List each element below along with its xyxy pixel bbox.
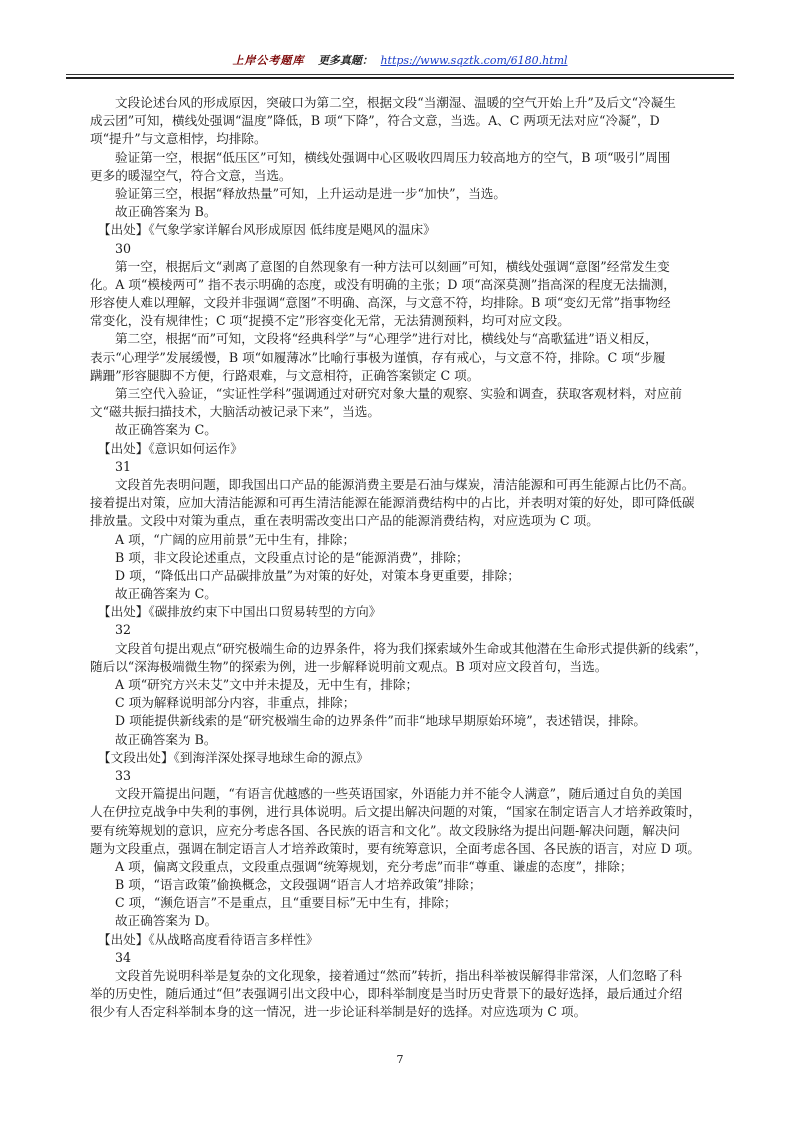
text-line: 形容使人难以理解，文段并非强调“意图”不明确、高深，与文意不符，均排除。B 项“变幻无常”指事物经 [90, 295, 671, 311]
text-line: 30 [115, 240, 132, 256]
text-line: 很少有人否定科举制本身的这一情况，进一步论证科举制是好的选择。对应选项为 C 项。 [90, 1004, 587, 1020]
text-line: 第一空，根据后文“剥离了意图的自然现象有一种方法可以刻画”可知，横线处强调“意图”经常发生变 [115, 258, 670, 274]
text-line: C 项为解释说明部分内容，非重点，排除； [115, 695, 356, 711]
text-line: 化。A 项“模棱两可” 指不表示明确的态度，或没有明确的主张；D 项“高深莫测”指高深的程度无法揣测， [90, 276, 676, 292]
text-line: 34 [115, 949, 132, 965]
text-line: 故正确答案为 C。 [115, 422, 217, 438]
text-line: 第三空代入验证，“实证性学科”强调通过对研究对象大量的观察、实验和调查，获取客观材料，对应前 [115, 386, 683, 401]
text-line: 接着提出对策，应加大清洁能源和可再生清洁能源在能源消费结构中的占比，并表明对策的好处，即可降低碳 [90, 495, 695, 511]
document-body [90, 94, 728, 1022]
text-line: 更多的暖湿空气，符合文意，当选。 [90, 167, 292, 183]
text-line: 31 [115, 458, 132, 474]
text-line: 随后以“深海极端微生物”的探索为例，进一步解释说明前文观点。B 项对应文段首句，当选。 [90, 658, 608, 674]
text-line: 故正确答案为 B。 [115, 204, 217, 220]
text-line: 第二空，根据“而”可知，文段将“经典科学”与“心理学”进行对比，横线处与“高歌猛进”语义相反， [115, 331, 658, 347]
text-line: 【文段出处】《到海洋深处探寻地球生命的源点》 [98, 749, 369, 765]
text-line: C 项，“濒危语言”不是重点，且“重要目标”无中生有，排除； [115, 895, 457, 911]
text-line: 排放量。文段中对策为重点，重在表明需改变出口产品的能源消费结构，对应选项为 C 项。 [90, 513, 599, 529]
text-line: 验证第一空，根据“低压区”可知，横线处强调中心区吸收四周压力较高地方的空气，B 项“吸引”周围 [115, 149, 671, 165]
text-line: 【出处】《碳排放约束下中国出口贸易转型的方向》 [98, 604, 382, 620]
header-link[interactable]: https://www.sqztk.com/6180.html [380, 54, 568, 67]
page-number: 7 [396, 1053, 404, 1066]
text-line: 蹒跚”形容腿脚不方便，行路艰难，与文意相符，正确答案锁定 C 项。 [90, 367, 480, 383]
text-line: B 项，“语言政策”偷换概念，文段强调“语言人才培养政策”排除； [115, 877, 482, 893]
text-line: A 项，偏离文段重点，文段重点强调“统筹规划，充分考虑”而非“尊重、谦虚的态度”，排除； [115, 858, 633, 874]
text-line: 常变化，没有规律性；C 项“捉摸不定”形容变化无常，无法猜测预料，均可对应文段。 [90, 313, 570, 329]
text-line: 故正确答案为 D。 [115, 913, 218, 929]
text-line: 举的历史性，随后通过“但”表强调引出文段中心，即科举制度是当时历史背景下的最好选择，最后通过介绍 [90, 986, 683, 1002]
text-line: 文段首先说明科举是复杂的文化现象，接着通过“然而”转折，指出科举被误解得非常深，人们忽略了科 [115, 968, 683, 983]
text-line: 故正确答案为 C。 [115, 586, 217, 602]
text-line: 【出处】《从战略高度看待语言多样性》 [98, 931, 319, 947]
page-header [70, 52, 730, 74]
text-line: 成云团”可知，横线处强调“温度”降低，B 项“下降”，符合文意，当选。A、C 两项无法对应“冷凝”，D [90, 113, 660, 129]
text-line: 文段首先表明问题，即我国出口产品的能源消费主要是石油与煤炭，清洁能源和可再生能源占比仍不高。 [115, 476, 695, 492]
text-line: 验证第三空，根据“释放热量”可知，上升运动是进一步“加快”，当选。 [115, 185, 506, 201]
text-line: 文段论述台风的形成原因，突破口为第二空，根据文段“当潮湿、温暖的空气开始上升”及后文“冷凝生 [115, 95, 676, 110]
text-line: 要有统筹规划的意识，应充分考虑各国、各民族的语言和文化”。故文段脉络为提出问题-解决问题，解决问 [90, 822, 681, 838]
text-line: D 项能提供新线索的是“研究极端生命的边界条件”而非“地球早期原始环境”，表述错误，排除。 [115, 713, 647, 729]
header-site-name: 上岸公考题库 [232, 54, 305, 67]
text-line: 故正确答案为 B。 [115, 731, 217, 747]
text-line: 文“磁共振扫描技术，大脑活动被记录下来”，当选。 [90, 404, 380, 420]
text-line: 人在伊拉克战争中失利的事例，进行具体说明。后文提出解决问题的对策，“国家在制定语言人才培养政策时， [90, 804, 701, 820]
text-line: 表示“心理学”发展缓慢，B 项“如履薄冰”比喻行事极为谨慎，存有戒心，与文意不符，排除。C 项“步履 [90, 349, 666, 365]
text-line: 题为文段重点，强调在制定语言人才培养政策时，要有统筹意识，全面考虑各国、各民族的语言，对应 D 项。 [90, 840, 701, 856]
text-line: 33 [115, 767, 132, 783]
text-line: 项“提升”与文意相悖，均排除。 [90, 131, 267, 147]
text-line: B 项，非文段论述重点，文段重点讨论的是“能源消费”，排除； [115, 549, 469, 565]
text-line: A 项，“广阔的应用前景”无中生有，排除； [115, 531, 356, 547]
header-divider [66, 74, 734, 75]
text-line: 32 [115, 622, 132, 638]
text-line: A 项“研究方兴未艾”文中并未提及，无中生有，排除； [115, 677, 419, 692]
header-more-label: 更多真题： [317, 54, 373, 67]
header-divider-thick [66, 77, 734, 79]
text-line: 【出处】《意识如何运作》 [98, 440, 243, 456]
text-line: D 项，“降低出口产品碳排放量”为对策的好处，对策本身更重要，排除； [115, 567, 520, 583]
text-line: 文段开篇提出问题，“有语言优越感的一些英语国家，外语能力并不能令人满意”，随后通过自负的美国 [115, 786, 683, 802]
text-line: 文段首句提出观点“研究极端生命的边界条件，将为我们探索域外生命或其他潜在生命形式提供新的线索”， [115, 640, 708, 656]
text-line: 【出处】《气象学家详解台风形成原因 低纬度是飓风的温床》 [98, 222, 436, 238]
